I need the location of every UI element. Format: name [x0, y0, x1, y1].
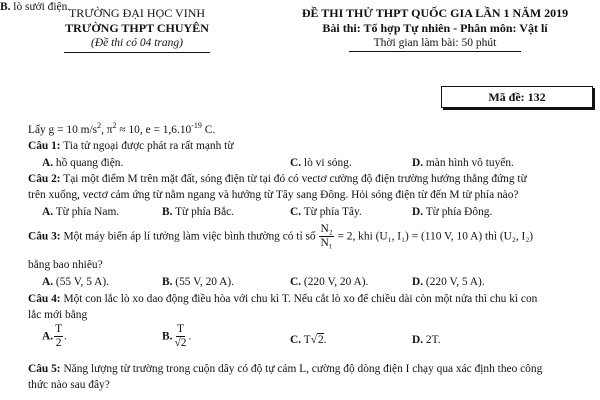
question-2-text-2: trên xuống, vectơ cảm ứng từ nằm ngang và hướng từ Tây sang Đông. Hỏi sóng điện từ đến M từ phía nào?: [28, 189, 519, 201]
option-label: C.: [290, 157, 302, 169]
question-5-label: Câu 5:: [28, 363, 61, 375]
fraction-numerator: N₂: [320, 223, 333, 235]
constants-pi: , π: [101, 123, 113, 136]
question-2-label: Câu 2:: [28, 173, 61, 185]
turns-ratio-fraction: [319, 224, 333, 250]
school-name: TRƯỜNG THPT CHUYÊN: [65, 21, 209, 35]
option-label: B.: [0, 1, 11, 13]
question-3-option-a[interactable]: [42, 275, 109, 289]
option-text: 2T.: [423, 334, 441, 346]
question-3-stem-line-1: [28, 224, 533, 250]
question-4-text-1: Một con lắc lò xo dao động điều hòa với chu kì T. Nếu cắt lò xo để chiều dài còn một nửa thì chu kì con: [60, 293, 538, 305]
fraction-numerator: T: [176, 323, 184, 335]
option-tail: .: [64, 330, 67, 343]
exam-code-box: [441, 86, 593, 108]
university-name: TRƯỜNG ĐẠI HỌC VINH: [68, 6, 206, 20]
option-label: C.: [290, 206, 302, 218]
option-text: Từ phía Nam.: [53, 206, 120, 218]
constants-prefix: Lấy g = 10 m/s: [28, 123, 98, 136]
option-text: (55 V, 5 A).: [53, 276, 109, 288]
option-label: A.: [42, 276, 54, 288]
constants-unit: C.: [201, 123, 216, 136]
question-3-label: Câu 3:: [28, 230, 61, 243]
option-text: (220 V, 20 A).: [301, 276, 369, 288]
option-label: C.: [290, 334, 302, 346]
exam-duration: Thời gian làm bài: 50 phút: [373, 37, 497, 49]
exam-subject: Bài thi: Tổ hợp Tự nhiên - Phân môn: Vật lí: [322, 21, 548, 35]
question-1-option-b[interactable]: [0, 0, 70, 14]
header-right: [275, 6, 595, 52]
option-text: Từ phía Đông.: [423, 206, 493, 218]
option-label: D.: [412, 157, 424, 169]
option-label: A.: [42, 330, 54, 343]
question-4-option-c[interactable]: C. T√2.: [290, 334, 327, 346]
question-2-text-1: Tại một điểm M trên mặt đất, sóng điện từ tại đó có vectơ cường độ điện trường hướng thẳng đứng từ: [60, 173, 527, 185]
question-5-text-2: thức nào sau đây?: [28, 379, 110, 391]
option-text: Từ phía Bắc.: [172, 206, 235, 218]
question-4-option-a[interactable]: [42, 324, 67, 350]
question-1-option-d[interactable]: [412, 156, 514, 170]
question-4-label: Câu 4:: [28, 293, 61, 305]
question-4-stem-line-1: [28, 292, 537, 306]
option-text: lò vi sóng.: [301, 157, 352, 169]
option-label: D.: [412, 206, 424, 218]
option-tail: .: [323, 334, 327, 346]
question-3-text-a: Một máy biến áp lí tưởng làm việc bình thường có tỉ số: [60, 230, 319, 243]
question-1-stem: [28, 139, 234, 153]
option-label: A.: [42, 206, 54, 218]
option-label: C.: [290, 276, 302, 288]
option-text: Từ phía Tây.: [301, 206, 362, 218]
option-text: (55 V, 20 A).: [172, 276, 235, 288]
question-3-option-b[interactable]: [162, 275, 234, 289]
question-2-option-c[interactable]: [290, 205, 362, 219]
option-a-fraction: [54, 324, 63, 350]
fraction-denominator: 2: [55, 336, 62, 349]
option-label: D.: [412, 276, 424, 288]
question-2-option-d[interactable]: [412, 205, 492, 219]
question-1-text: Tia tử ngoại được phát ra rất mạnh từ: [60, 140, 234, 152]
question-5-text-1: Năng lượng từ trường trong cuộn dây có độ tự cảm L, cường độ dòng điện I chạy qua xác định theo công: [60, 363, 543, 375]
question-5-stem-line-1: [28, 362, 542, 376]
constants-sq: 2: [97, 121, 102, 130]
pages-note: (Đề thi có 04 trang): [91, 37, 183, 49]
question-4-stem-line-2: [28, 308, 87, 322]
exam-title: ĐỀ THI THỬ THPT QUỐC GIA LẦN 1 NĂM 2019: [301, 6, 569, 20]
option-text: T: [301, 334, 311, 346]
question-3-option-c[interactable]: [290, 275, 368, 289]
header-left-rule: [64, 52, 210, 53]
fraction-numerator: T: [55, 323, 63, 335]
question-2-stem-line-1: [28, 172, 527, 186]
question-2-option-b[interactable]: [162, 205, 234, 219]
option-label: B.: [162, 276, 173, 288]
question-1-option-a[interactable]: [42, 156, 123, 170]
question-1-label: Câu 1:: [28, 140, 61, 152]
constants-rest: ≈ 10, e = 1,6.10: [116, 123, 192, 136]
option-text: màn hình vô tuyến.: [423, 157, 514, 169]
option-label: B.: [162, 330, 173, 343]
option-text: (220 V, 5 A).: [423, 276, 485, 288]
option-text: lò sưởi điện.: [10, 1, 71, 13]
question-3-stem-line-2: [28, 258, 103, 272]
question-3-text-2: bằng bao nhiêu?: [28, 259, 103, 271]
option-label: B.: [162, 206, 173, 218]
option-label: A.: [42, 157, 54, 169]
question-1-option-c[interactable]: [290, 156, 352, 170]
constants-line: [28, 121, 215, 137]
question-3-option-d[interactable]: [412, 275, 485, 289]
question-4-option-d[interactable]: [412, 333, 441, 347]
question-2-stem-line-2: [28, 188, 519, 202]
option-text: hồ quang điện.: [53, 157, 124, 169]
constants-exp: -19: [191, 121, 202, 130]
question-3-text-b: = 2, khi (U₁, I₁) = (110 V, 10 A) thì (U₂, I₂): [334, 230, 534, 243]
question-2-option-a[interactable]: [42, 205, 119, 219]
question-5-stem-line-2: [28, 378, 110, 392]
constants-pi-sq: 2: [112, 121, 117, 130]
header-right-rule: [349, 51, 521, 52]
exam-code: Mã đề: 132: [488, 89, 546, 104]
question-4-text-2: lắc mới bằng: [28, 309, 88, 321]
question-4-option-b[interactable]: [162, 324, 191, 350]
option-tail: .: [188, 330, 192, 343]
sqrt-radicand: 2: [317, 334, 324, 346]
option-b-fraction: [173, 324, 187, 350]
fraction-denominator: √2: [174, 336, 187, 349]
option-label: D.: [412, 334, 424, 346]
fraction-denominator: N₁: [320, 236, 333, 249]
